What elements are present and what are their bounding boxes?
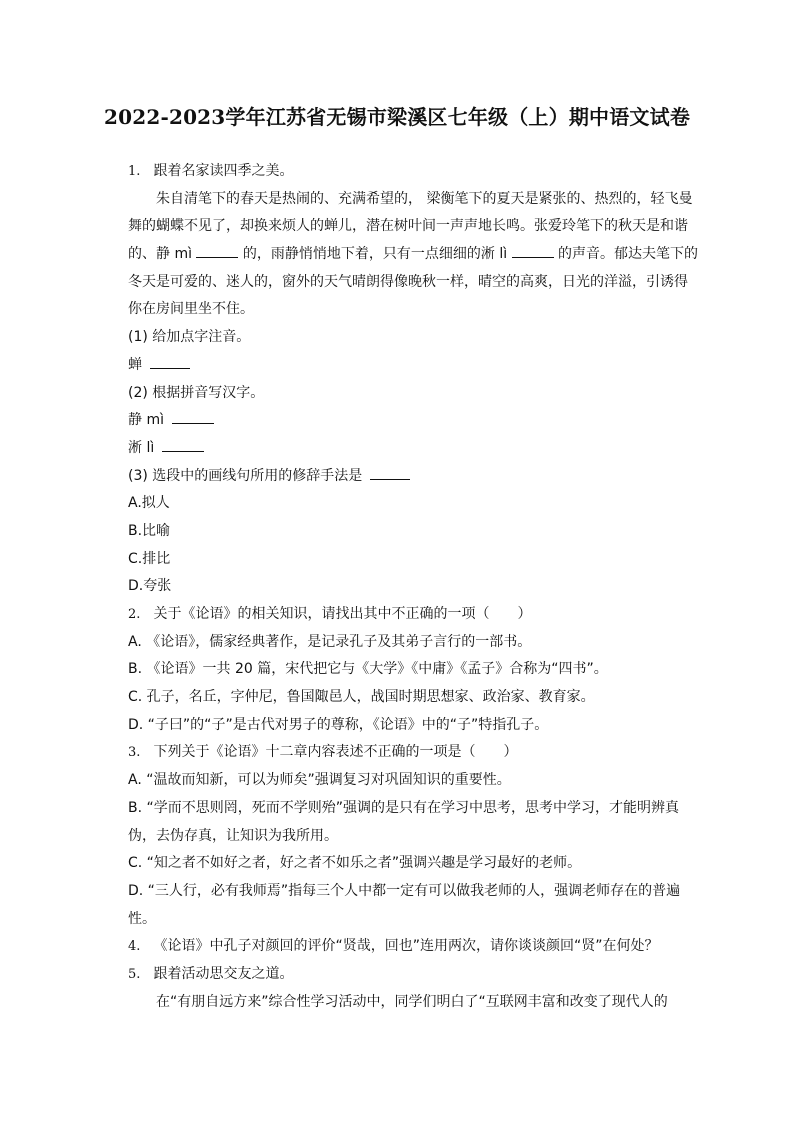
question-prompt: 《论语》中孔子对颜回的评价“贤哉，回也”连用两次，请你谈谈颜回“贤”在何处？ [153,938,659,955]
question-prompt: 关于《论语》的相关知识，请找出其中不正确的一项（ ） [153,606,532,622]
answer-blank[interactable] [196,243,238,258]
question-number: 4. [128,939,141,955]
answer-label: 蝉 [128,356,142,373]
passage-text: 的、静 mì [128,246,192,263]
option-b[interactable]: B.比喻 [128,522,171,539]
answer-blank[interactable] [512,243,554,258]
question-3 [128,739,698,767]
question-1 [128,158,698,186]
answer-line [128,435,698,463]
option-d[interactable]: D. “子曰”的“子”是古代对男子的尊称，《论语》中的“子”特指孔子。 [128,716,549,733]
option-a[interactable]: A. “温故而知新，可以为师矣”强调复习对巩固知识的重要性。 [128,772,511,789]
option-a[interactable]: A. 《论语》，儒家经典著作，是记录孔子及其弟子言行的一部书。 [128,633,532,650]
question-5 [128,961,698,989]
question-number: 1. [128,164,141,179]
answer-blank[interactable] [150,354,190,369]
answer-line [128,407,698,435]
passage-line: 舞的蝴蝶不见了，却换来烦人的蝉儿，潜在树叶间一声声地长鸣。张爱玲笔下的秋天是和谐 [128,218,688,235]
answer-blank[interactable] [162,437,204,452]
sub-question-text: (3) 选段中的画线句所用的修辞手法是 [128,467,363,484]
question-prompt: 下列关于《论语》十二章内容表述不正确的一项是（ ） [153,744,518,761]
question-number: 5. [128,966,141,982]
answer-blank[interactable] [172,409,214,424]
question-4 [128,933,698,961]
passage-line: 冬天是可爱的、迷人的，窗外的天气晴朗得像晚秋一样，晴空的高爽，日光的洋溢，引诱得 [128,273,688,290]
passage-line [128,241,698,269]
sub-question: (1) 给加点字注音。 [128,329,251,346]
option-b[interactable]: B. “学而不思则罔，死而不学则殆”强调的是只有在学习中思考，思考中学习，才能明辨真 [128,799,680,816]
question-2 [128,601,698,629]
question-number: 2. [128,607,141,622]
option-c[interactable]: C. “知之者不如好之者，好之者不如乐之者”强调兴趣是学习最好的老师。 [128,855,582,872]
option-b[interactable]: B. 《论语》一共 20 篇，宋代把它与《大学》《中庸》《孟子》合称为“四书”。 [128,661,608,678]
exam-content [128,158,698,1016]
passage-line: 在“有朋自远方来”综合性学习活动中，同学们明白了“互联网丰富和改变了现代人的 [156,993,668,1010]
passage-text: 的声音。郁达夫笔下的 [558,246,699,263]
sub-question: (2) 根据拼音写汉字。 [128,384,265,401]
passage-text: 的，雨静悄悄地下着，只有一点细细的淅 lì [242,246,508,263]
passage-line: 朱自清笔下的春天是热闹的、充满希望的， 梁衡笔下的夏天是紧张的、热烈的，轻飞曼 [156,190,693,207]
exam-title: 2022-2023学年江苏省无锡市梁溪区七年级（上）期中语文试卷 [103,105,691,129]
option-d[interactable]: D.夸张 [128,578,172,595]
sub-question [128,463,698,491]
answer-blank[interactable] [370,465,410,480]
option-c[interactable]: C.排比 [128,550,171,567]
answer-line [128,352,698,380]
answer-label: 淅 lì [128,439,155,456]
option-c[interactable]: C. 孔子，名丘，字仲尼，鲁国陬邑人，战国时期思想家、政治家、教育家。 [128,689,595,706]
option-d-continued: 性。 [128,910,156,927]
passage-line: 你在房间里坐不住。 [128,301,254,318]
option-a[interactable]: A.拟人 [128,495,170,512]
option-b-continued: 伪，去伪存真，让知识为我所用。 [128,827,338,844]
question-prompt: 跟着活动思交友之道。 [153,965,294,982]
question-number: 3. [128,745,141,761]
question-prompt: 跟着名家读四季之美。 [153,163,294,179]
answer-label: 静 mì [128,412,164,429]
option-d[interactable]: D. “三人行，必有我师焉”指每三个人中都一定有可以做我老师的人，强调老师存在的普遍 [128,882,681,899]
